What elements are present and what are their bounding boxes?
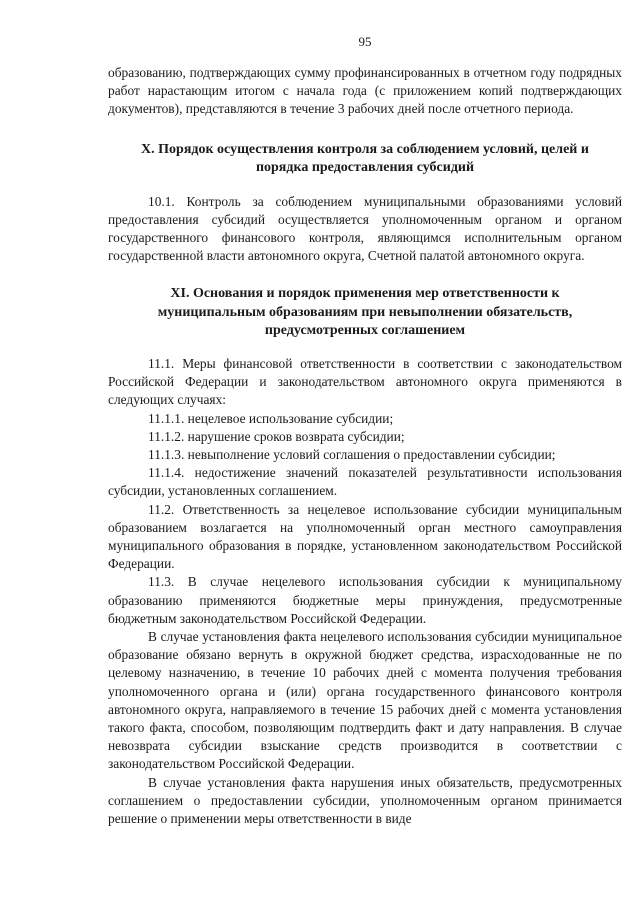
section-xi-heading-line2: муниципальным образованиям при невыполнении обязательств, [157, 304, 573, 320]
page-number: 95 [358, 34, 372, 49]
paragraph-11-1: 11.1. Меры финансовой ответственности в соответствии с законодательством Российской Федерации и законодательством автономного округа применяются в следующих случаях: [108, 355, 622, 408]
paragraph-11-1-2: 11.1.2. нарушение сроков возврата субсидии; [148, 428, 405, 444]
paragraph-11-1-3: 11.1.3. невыполнение условий соглашения о предоставлении субсидии; [148, 446, 556, 462]
paragraph-11-1-4: 11.1.4. недостижение значений показателей результативности использования субсидии, установленных соглашением. [108, 465, 622, 499]
paragraph-11-2: 11.2. Ответственность за нецелевое использование субсидии муниципальным образованием возлагается на уполномоченный орган местного самоуправления муниципального образования в порядке, установленном законодательством Российской Федерации. [108, 501, 622, 572]
section-xi-heading [108, 285, 622, 341]
paragraph-other-obligations-case: В случае установления факта нарушения иных обязательств, предусмотренных соглашением о предоставлении субсидии, уполномоченным органом принимается решение о применении меры ответственности в виде [108, 774, 622, 826]
paragraph-11-3: 11.3. В случае нецелевого использования субсидии к муниципальному образованию применяются бюджетные меры принуждения, предусмотренные бюджетным законодательством Российской Федерации. [108, 574, 622, 626]
paragraph-11-1-1: 11.1.1. нецелевое использование субсидии; [148, 410, 394, 426]
section-xi-heading-line1: XI. Основания и порядок применения мер ответственности к [170, 286, 560, 302]
paragraph-10-1: 10.1. Контроль за соблюдением муниципальными образованиями условий предоставления субсидий осуществляется уполномоченным органом и органом государственного финансового контроля, являющимся исполнительным органом государственной власти автономного округа, Счетной палатой автономного округа. [108, 193, 622, 264]
paragraph-misuse-case: В случае установления факта нецелевого использования субсидии муниципальное образование обязано вернуть в окружной бюджет средства, израсходованные не по целевому назначению, в течение 10 рабочих дней с момента получения требования уполномоченного органа и (или) органа государственного финансового контроля автономного округа, направляемого в течение 15 рабочих дней с момента установления такого факта, способом, позволяющим подтвердить факт и дату направления. В случае невозврата субсидии взыскание средств производится в соответствии с законодательством Российской Федерации. [108, 628, 622, 772]
section-x-heading-line1: X. Порядок осуществления контроля за соблюдением условий, целей и [141, 141, 589, 157]
paragraph-continuation: образованию, подтверждающих сумму профинансированных в отчетном году подрядных работ нарастающим итогом с начала года (с приложением копий подтверждающих документов), представляются в течение 3 рабочих дней после отчетного периода. [108, 65, 622, 117]
section-x-heading [108, 141, 622, 178]
section-xi-heading-line3: предусмотренных соглашением [264, 323, 466, 339]
section-x-heading-line2: порядка предоставления субсидий [255, 160, 475, 176]
